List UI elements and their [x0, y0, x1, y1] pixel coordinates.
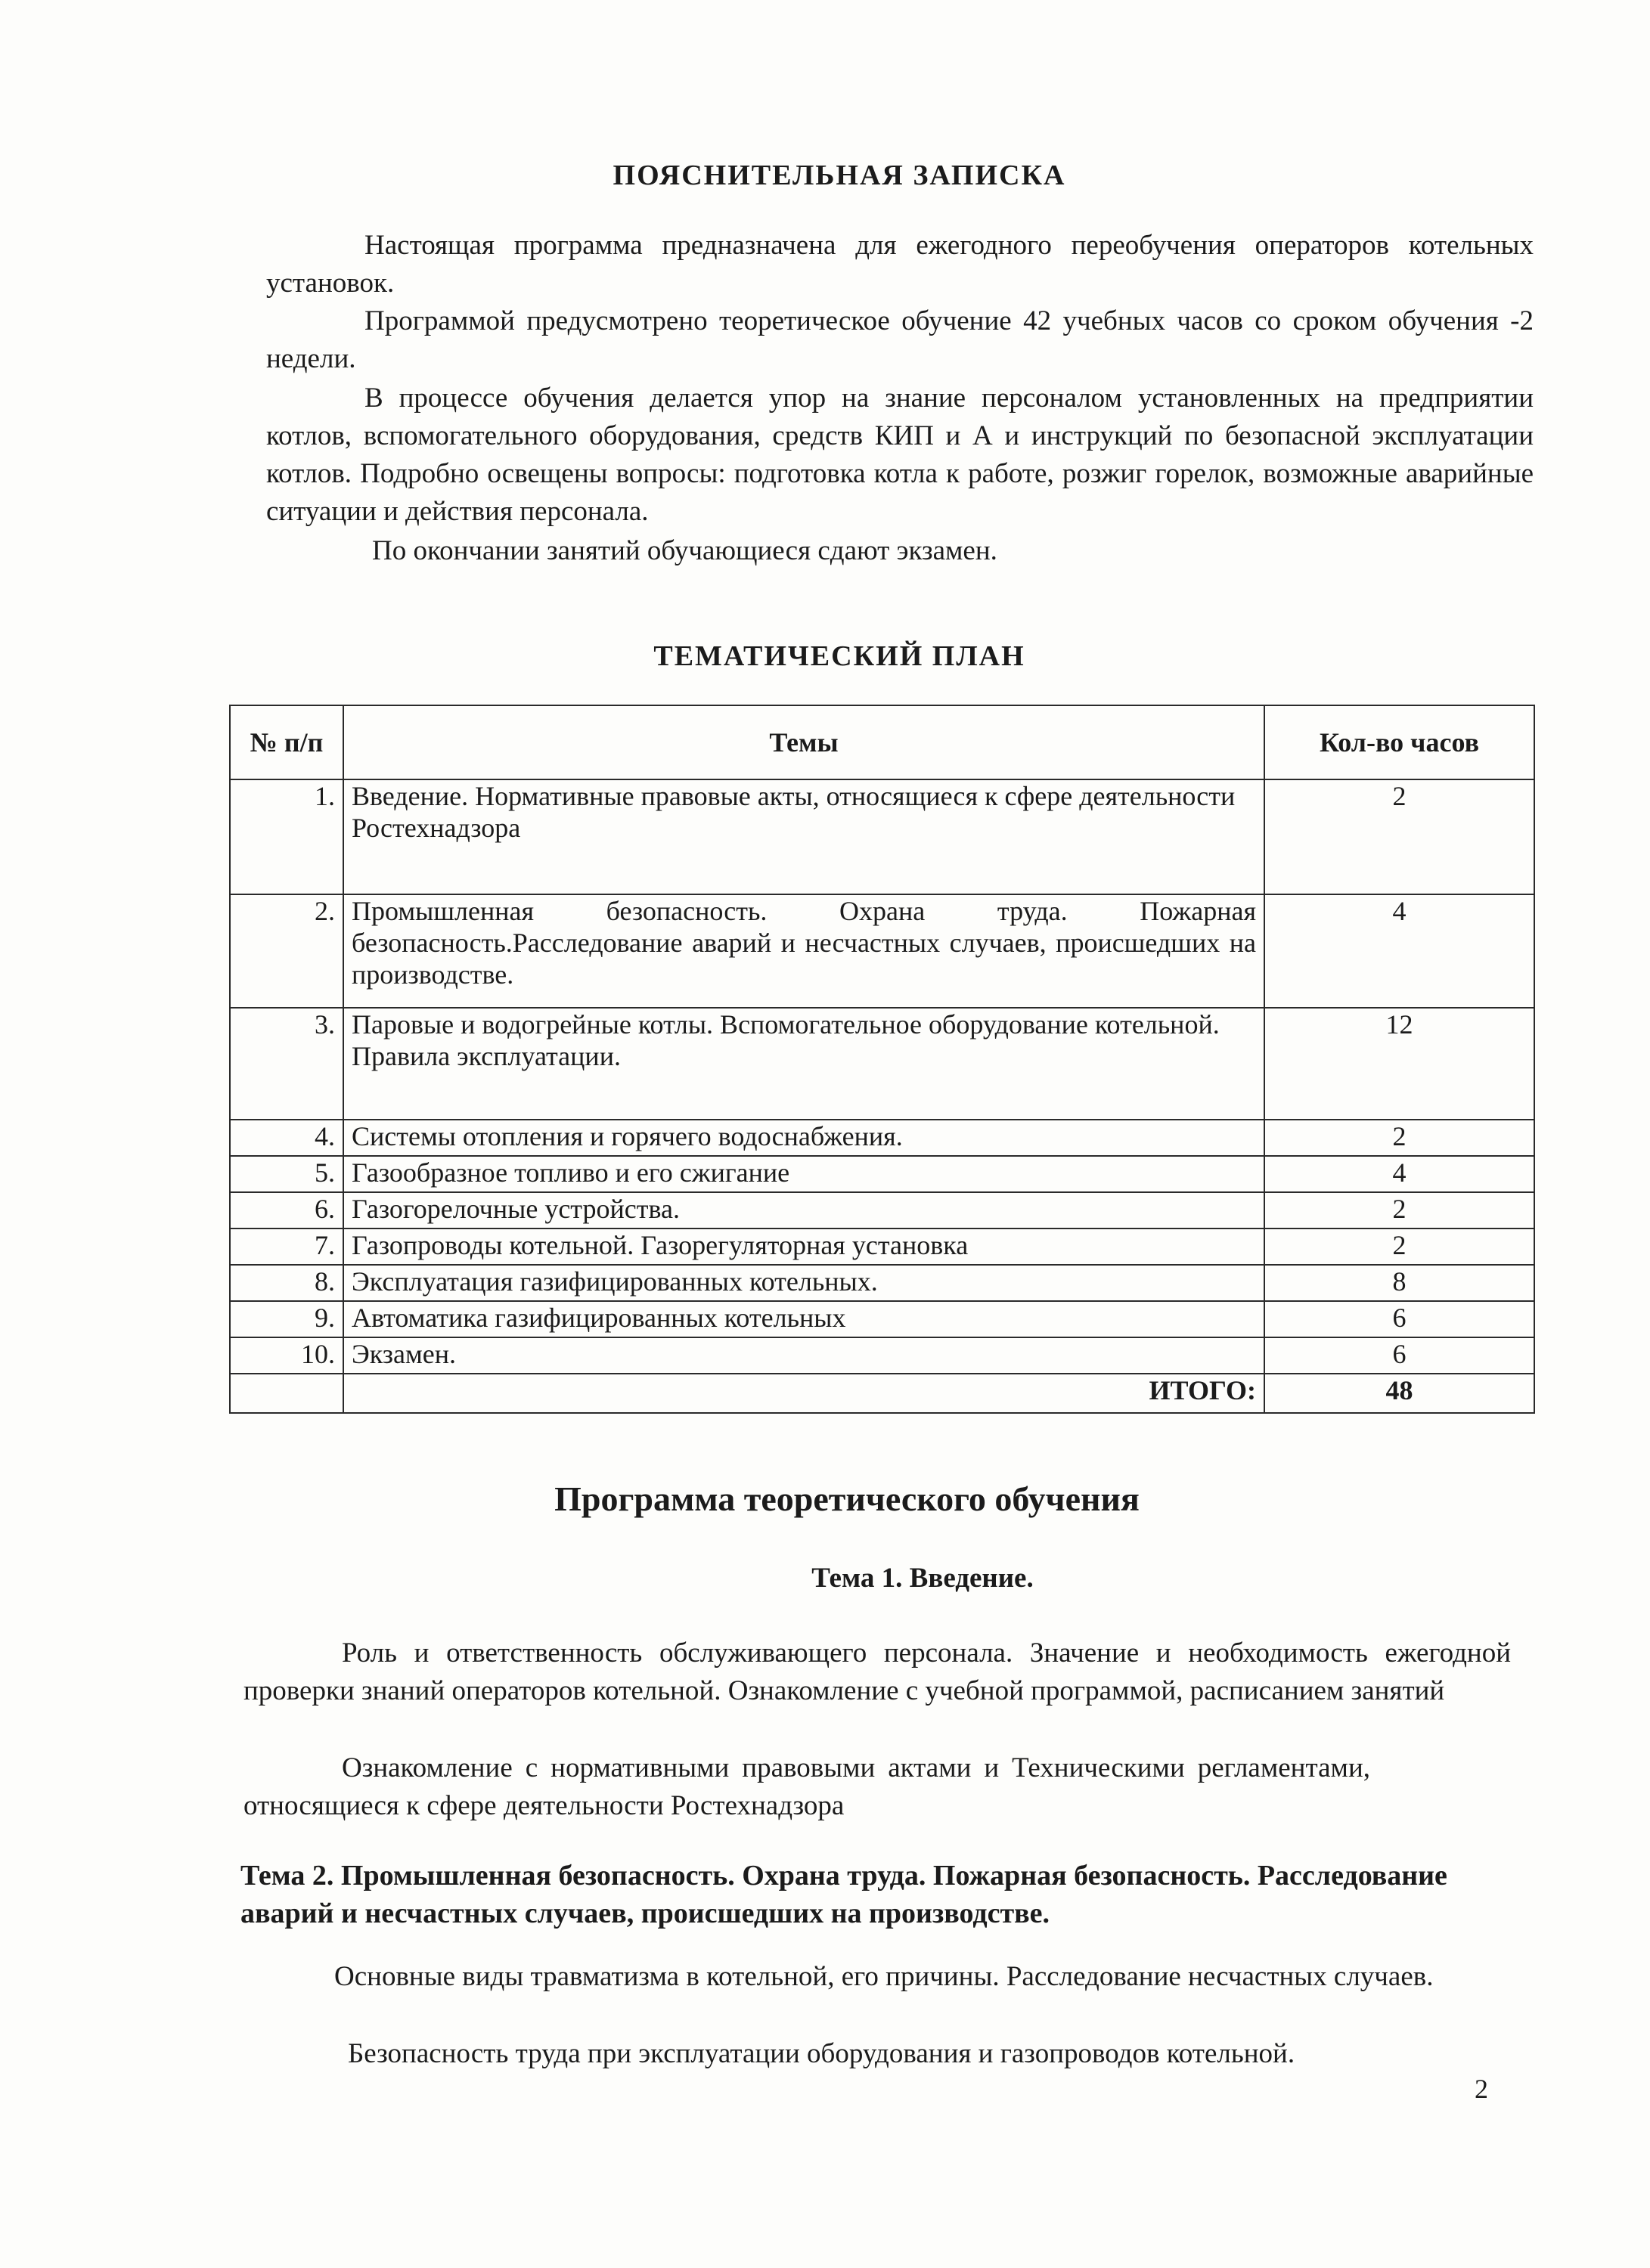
- row-hours: 2: [1264, 1120, 1534, 1156]
- row-num: 2.: [230, 894, 343, 1008]
- header-topic: Темы: [343, 705, 1264, 779]
- row-hours: 6: [1264, 1301, 1534, 1337]
- row-num: 5.: [230, 1156, 343, 1192]
- total-label: ИТОГО:: [343, 1374, 1264, 1413]
- note-paragraph-3: В процессе обучения делается упор на знание персоналом установленных на предприятии котлов, вспомогательного оборудования, средств КИП и А и инструкций по безопасной эксплуатации котлов. Подробно освещены вопросы: подготовка котла к работе, розжиг горелок, возможные аварийные ситуации и действия персонала.: [266, 383, 1534, 527]
- row-topic: Паровые и водогрейные котлы. Вспомогательное оборудование котельной. Правила эксплуатации.: [343, 1008, 1264, 1120]
- total-empty-cell: [230, 1374, 343, 1413]
- thematic-plan-table: [229, 705, 1535, 1414]
- row-num: 1.: [230, 779, 343, 894]
- thematic-plan-title: ТЕМАТИЧЕСКИЙ ПЛАН: [653, 640, 1025, 672]
- table-row: [230, 1337, 1534, 1374]
- page-number: 2: [1475, 2074, 1488, 2104]
- table-row: [230, 1265, 1534, 1301]
- row-num: 9.: [230, 1301, 343, 1337]
- row-hours: 2: [1264, 1192, 1534, 1228]
- row-topic: Системы отопления и горячего водоснабжения.: [343, 1120, 1264, 1156]
- explanatory-note-title: ПОЯСНИТЕЛЬНАЯ ЗАПИСКА: [613, 160, 1066, 191]
- row-topic: Промышленная безопасность. Охрана труда. Пожарная безопасность.Расследование аварий и несчастных случаев, происшедших на производстве.: [343, 894, 1264, 1008]
- row-topic: Автоматика газифицированных котельных: [343, 1301, 1264, 1337]
- row-topic: Экзамен.: [343, 1337, 1264, 1374]
- row-topic: Газопроводы котельной. Газорегуляторная установка: [343, 1228, 1264, 1265]
- row-hours: 8: [1264, 1265, 1534, 1301]
- header-hours: Кол-во часов: [1264, 705, 1534, 779]
- topic-2-paragraph-2: Безопасность труда при эксплуатации оборудования и газопроводов котельной.: [348, 2038, 1295, 2069]
- row-num: 7.: [230, 1228, 343, 1265]
- row-num: 10.: [230, 1337, 343, 1374]
- row-hours: 12: [1264, 1008, 1534, 1120]
- row-topic: Введение. Нормативные правовые акты, относящиеся к сфере деятельности Ростехнадзора: [343, 779, 1264, 894]
- row-topic: Газогорелочные устройства.: [343, 1192, 1264, 1228]
- table-total-row: [230, 1374, 1534, 1413]
- row-hours: 4: [1264, 1156, 1534, 1192]
- table-row: [230, 1120, 1534, 1156]
- table-row: [230, 1228, 1534, 1265]
- topic-1-paragraph-2: Ознакомление с нормативными правовыми актами и Техническими регламентами, относящиеся к сфере деятельности Ростехнадзора: [243, 1752, 1370, 1821]
- table-row: [230, 1008, 1534, 1120]
- note-paragraph-1: Настоящая программа предназначена для ежегодного переобучения операторов котельных установок.: [266, 230, 1534, 299]
- row-topic: Эксплуатация газифицированных котельных.: [343, 1265, 1264, 1301]
- row-hours: 4: [1264, 894, 1534, 1008]
- table-row: [230, 1156, 1534, 1192]
- row-hours: 2: [1264, 1228, 1534, 1265]
- topic-2-title: Тема 2. Промышленная безопасность. Охрана труда. Пожарная безопасность. Расследование аварий и несчастных случаев, происшедших на производстве.: [240, 1860, 1447, 1929]
- topic-1-paragraph-1: Роль и ответственность обслуживающего персонала. Значение и необходимость ежегодной проверки знаний операторов котельной. Ознакомление с учебной программой, расписанием занятий: [243, 1637, 1511, 1706]
- table-row: [230, 779, 1534, 894]
- table-header-row: [230, 705, 1534, 779]
- topic-1-title: Тема 1. Введение.: [811, 1563, 1034, 1594]
- row-num: 4.: [230, 1120, 343, 1156]
- table-row: [230, 1301, 1534, 1337]
- table-row: [230, 1192, 1534, 1228]
- row-hours: 6: [1264, 1337, 1534, 1374]
- row-num: 3.: [230, 1008, 343, 1120]
- row-hours: 2: [1264, 779, 1534, 894]
- program-title: Программа теоретического обучения: [554, 1479, 1140, 1518]
- row-num: 6.: [230, 1192, 343, 1228]
- row-topic: Газообразное топливо и его сжигание: [343, 1156, 1264, 1192]
- table-row: [230, 894, 1534, 1008]
- note-paragraph-2: Программой предусмотрено теоретическое обучение 42 учебных часов со сроком обучения -2 недели.: [266, 305, 1534, 374]
- total-value: 48: [1264, 1374, 1534, 1413]
- note-paragraph-4: По окончании занятий обучающиеся сдают экзамен.: [372, 535, 997, 566]
- row-num: 8.: [230, 1265, 343, 1301]
- topic-2-paragraph-1: Основные виды травматизма в котельной, его причины. Расследование несчастных случаев.: [334, 1961, 1434, 1992]
- header-num: № п/п: [230, 705, 343, 779]
